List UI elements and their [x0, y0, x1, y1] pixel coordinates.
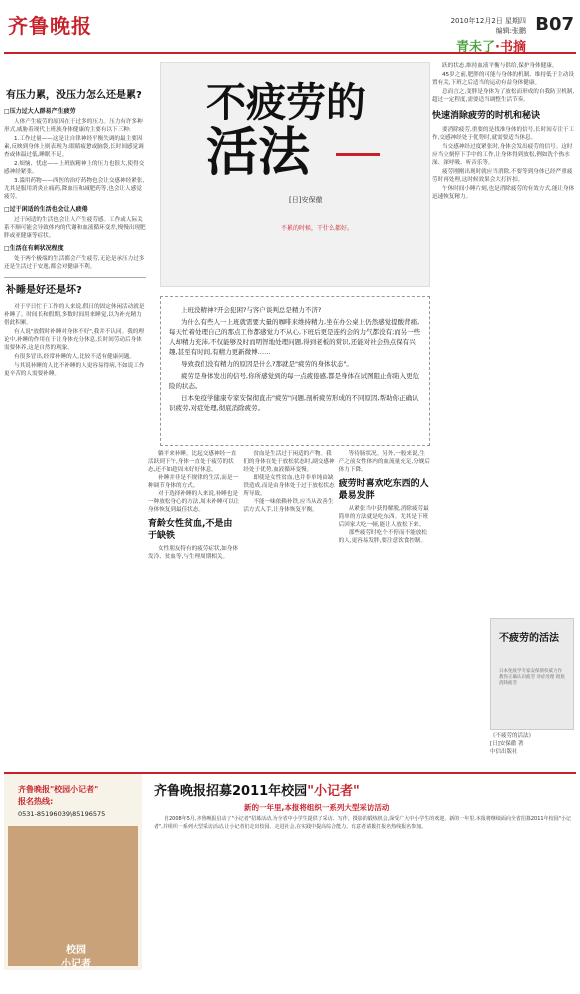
mid-para: 等待肠状况。另外,一般来说,生产之前女性体内的血流量充足,分娩后体力下降。 — [338, 451, 430, 473]
book-cover-feature — [160, 62, 430, 287]
ad-headline — [154, 780, 360, 799]
right-para: 45岁之前,肥胖的可能与身体的机制、维持低于主动设置有关,下班之后适当的运动有益身体健康。 — [432, 72, 574, 86]
intro-para: 疲劳是身体发出的信号,你所感觉到的每一点疲倦感,都是身体在试图阻止你陷入更危险的状态。 — [169, 372, 420, 390]
left-para: 与其说补睡的人比不补睡的人更容易得病,不如说工作更辛苦的人需要补睡。 — [4, 363, 145, 377]
mid-para: 从紧张当中获得解脱,消除疲劳最简单的方法就是吃东西。尤其是下班后回家大吃一顿,能让人放松下来。 — [338, 506, 429, 528]
cover-author: [日]安保徹 — [289, 196, 323, 204]
right-para: 疲劳刚刚出现时就应当消除,不要等到身体已经严重疲劳时再处理,这时候效果会大打折扣。 — [432, 169, 573, 183]
section-name: 青未了 — [456, 40, 496, 55]
mid-para: 不能一味依赖补铁,应当从改善生活方式入手,让身体恢复平衡。 — [243, 499, 334, 513]
ad-photo — [8, 826, 138, 970]
cover-tagline: 不累的时候，干什么都好。 — [281, 225, 354, 232]
editor-text: 编辑:张鹏 — [495, 27, 526, 35]
left-headline-1: 有压力累，没压力怎么还是累? — [6, 90, 142, 101]
divider — [4, 277, 146, 278]
intro-para: 上班没精神?开会犯困?与客户谈判总是精力不济? — [181, 306, 322, 314]
left-column — [4, 85, 146, 765]
intro-box — [160, 296, 430, 446]
caption-author: [日]安保徹 著 — [490, 741, 524, 747]
intro-para: 日本免疫学健康专家安保彻直击"疲劳"问题,剖析疲劳形成的不同原因,帮助你正确认识疲劳,对症处理,彻底消除疲劳。 — [169, 394, 419, 412]
advertisement — [4, 772, 576, 970]
left-para: 2.烦恼、忧虑——上班族精神上的压力也很大,使得交感神经紧张。 — [4, 161, 145, 175]
mid-para: 贫血是生活过于闲适的产物。我们的身体在处于放松状态时,副交感神经处于优势,血液循环变慢。 — [243, 451, 335, 473]
section-title — [456, 36, 526, 55]
left-para: 3.滥用药物——西医的治疗药物也会让交感神经紧张,尤其是服用消炎止痛药,降血压和减肥药等,也会让人感觉疲劳。 — [4, 178, 145, 200]
book-cover-image — [490, 618, 574, 730]
ad-headline-a: 齐鲁晚报招募2011年校园 — [154, 784, 308, 799]
cover-red-line — [336, 153, 380, 156]
date-text: 2010年12月2日 星期四 — [450, 17, 526, 25]
right-headline: 快速消除疲劳的时机和秘诀 — [432, 111, 541, 121]
stamp-line1: 校园 — [66, 945, 86, 956]
cover-title — [206, 81, 366, 181]
ad-sidebar — [4, 774, 142, 970]
left-para: 有很多冒出,经常补睡的人,比较不适有健康问题。 — [14, 354, 136, 360]
mid-column-2 — [243, 450, 334, 750]
mid-headline-2: 疲劳时喜欢吃东西的人最易发胖 — [338, 479, 429, 501]
right-para: 跃的状态,维持血液平衡与供给,保护身体健康。 — [442, 63, 558, 69]
mid-para: 那些疲劳时吃个不停而不能放松的人,更容易发胖,要注意饮食控制。 — [338, 530, 427, 544]
left-para: 人体产生疲劳的原因在于过多的压力。压力有许多种形式,威胁着现代上班族身体健康的主要有以下三种: — [4, 119, 143, 133]
page-number: B07 — [535, 14, 574, 35]
left-para: 过于闲适的生活也会让人产生疲劳感。工作或人际关系不顺可能会导致体内的代谢和血液循环变差,慢慢出现肥胖或亚健康等症状。 — [4, 217, 146, 239]
ad-stamp — [46, 944, 106, 994]
section-sub: ·书摘 — [495, 40, 526, 55]
right-para: 要消除疲劳,重要的是找准身体的信号,长时间专注于工作,交感神经处于优势时,就需要适当休息。 — [432, 127, 575, 141]
caption-title: 《不疲劳的活法》 — [490, 733, 535, 739]
left-subhead-1: □压力过大人群易产生疲劳 — [4, 108, 76, 115]
cover-title-line1: 不疲劳的 — [206, 79, 366, 126]
left-para: 对于平日忙于工作的人来说,假日的固定休闲活动就是补睡了。时间长和假期,多数时间用来睡觉,以为补充精力借此积累。 — [4, 304, 145, 326]
cover-title-line2: 活法 — [206, 122, 311, 183]
ad-headline-b: "小记者" — [307, 784, 360, 799]
newspaper-logo: 齐鲁晚报 — [8, 14, 92, 38]
stamp-line2: 小记者 — [61, 959, 91, 970]
mid-para: 即使是女性贫血,也并非单纯由缺铁造成,而是由身体处于过于放松状态所导致。 — [243, 475, 335, 497]
book-subtitle: 日本免疫学专家安保彻权威力作 教你正确认识疲劳 对症处理 彻底消除疲劳 — [499, 669, 565, 686]
ad-body — [154, 816, 572, 831]
right-para: 当交感神经过度紧张时,身体会发出疲劳的信号。这时应当立刻停下手中的工作,让身体得到放松,例如洗个热水澡、深呼吸、听音乐等。 — [432, 144, 573, 166]
left-subhead-2: □过于闲适的生活也会让人疲倦 — [4, 206, 88, 213]
intro-para: 导致我们没有精力的原因是什么?那就是"疲劳的身体状态"。 — [181, 360, 353, 368]
book-title: 不疲劳的活法 — [499, 633, 559, 644]
right-para: 总而言之,变胖是身体为了放松而形成的自我防卫机制,超过一定程度,需要适当调整生活节奏。 — [432, 89, 575, 103]
mid-para: 躺平来补睡。比起交感神经一直活跃到下午,身体一直处于疲劳的状态,还不如趁周末好好休息。 — [148, 451, 237, 473]
left-para: 有人说"放假时补睡对身体不好",我并不认同。我的理论中,补睡的作用在于让身体充分休息,长时间劳动后身体需要休养,这是自然的现象。 — [4, 329, 144, 351]
ad-side-title: 齐鲁晚报"校园小记者" — [18, 785, 99, 794]
ad-side-phone: 0531-85196039\85196575 — [18, 810, 106, 818]
intro-para: 为什么有些人一上班就需要大量的咖啡来维持精力,坐在办公桌上仍然感觉提酸背痛,每天忙着处理自己的那点工作都感觉力不从心,下班后更是连约会的力气都没有;而另一些人却精力充沛,不仅能够及时而明智地处理问题,得到老板的赏识,还能对社会热点保有兴趣,甚至有时间,有精力更新微博…… — [169, 318, 421, 356]
left-para: 处于两个极端的生活都会产生疲劳,无论是承压力过多还是生活过于安逸,都会对健康不利。 — [4, 256, 145, 270]
date-line — [451, 16, 526, 36]
left-para: 1.工作过量——这是让自律神经平衡失调的最主要因素,反映到身体上则表现为:眼睛疲惫或脑袋,长时间感觉调查或体温过低,睡眠不足。 — [4, 136, 144, 158]
masthead — [4, 4, 576, 54]
mid-column-1 — [148, 450, 239, 750]
mid-column-3 — [339, 450, 430, 750]
ad-side-hotline-label: 报名热线: — [18, 797, 54, 806]
mid-para: 补睡并非是不规律的生活,而是一种调节身体的方式。 — [148, 475, 239, 489]
mid-headline-1: 育龄女性贫血,不是由于缺铁 — [148, 519, 233, 541]
left-subhead-3: □生活在有刺状况程度 — [4, 245, 64, 252]
mid-para: 女性朋友特有的疲劳症状,如身体发冷、贫血等,与生理周期相关。 — [148, 546, 239, 560]
ad-body-text: 自2008年5月,齐鲁晚报启动了"小记者"招募活动,为全省中小学生提供了采访、写作、摄影的锻炼机会,深受广大中小学生的欢迎。新的一年里,本报将继续面向全省招募2011年校园"小记者",并组织一系列大型采访活动,让小记者们走出校园、走进社会,在实践中提高综合能力。有意者请拨打报名热线报名参加。 — [154, 816, 571, 830]
middle-columns — [148, 450, 430, 750]
left-headline-2: 补睡是好还是坏? — [6, 285, 82, 296]
book-caption — [490, 732, 574, 756]
caption-publisher: 中信出版社 — [490, 749, 518, 755]
ad-subheadline: 新的一年里,本报将组织一系列大型采访活动 — [244, 803, 390, 812]
right-para: 午休时间小睡片刻,也是消除疲劳的有效方式,能让身体迅速恢复精力。 — [432, 186, 575, 200]
mid-para: 对于选择补睡的人来说,补睡也是一种放松身心的方法,周末补睡可以让身体恢复到最佳状态。 — [148, 491, 240, 513]
